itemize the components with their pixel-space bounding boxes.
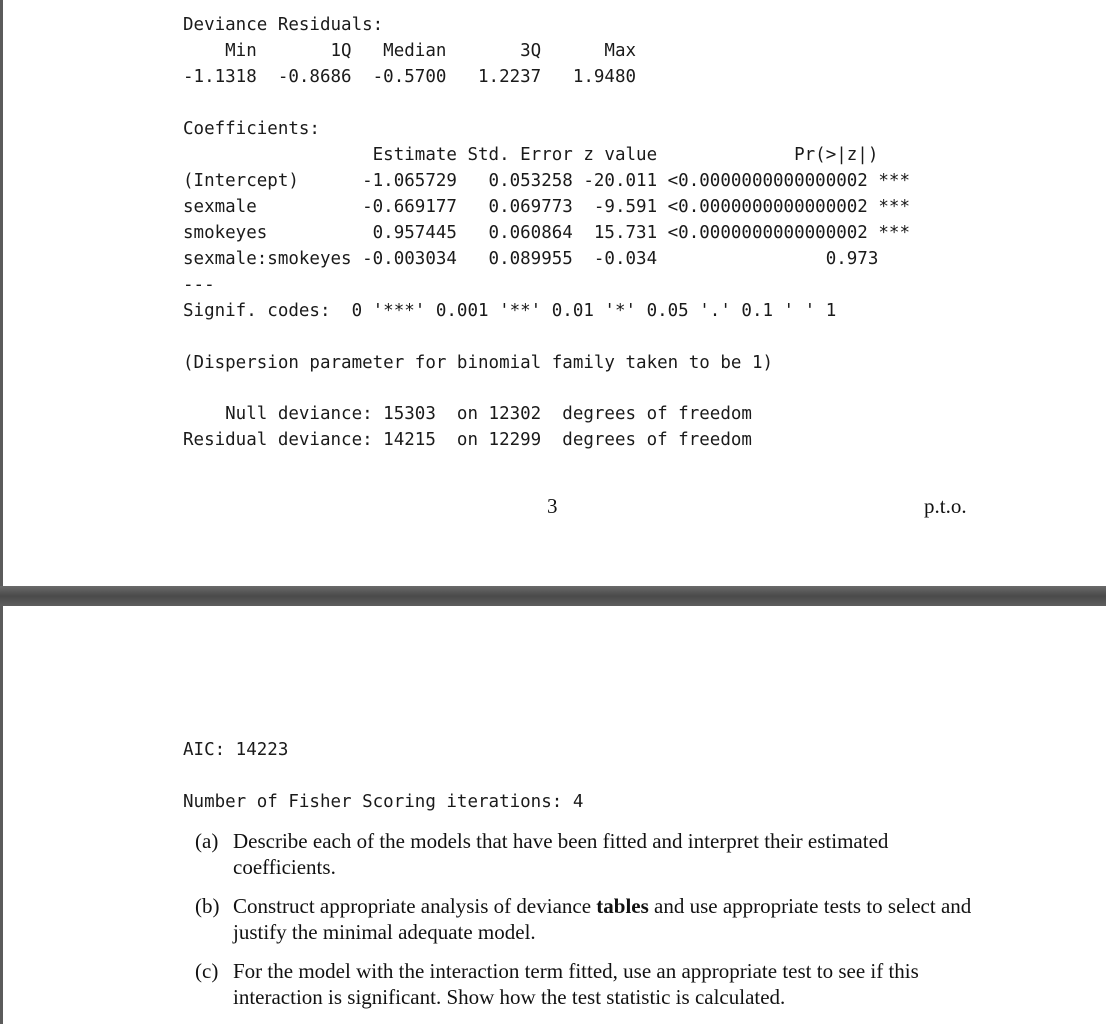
page-separator bbox=[0, 586, 1106, 606]
question-label: (a) bbox=[195, 829, 219, 853]
question-c bbox=[195, 958, 985, 1010]
question-text-bold: tables bbox=[596, 894, 649, 918]
question-text: Describe each of the models that have been fitted and interpret their estimated coefficients. bbox=[233, 829, 889, 879]
question-text-part: Construct appropriate analysis of deviance bbox=[233, 894, 597, 918]
aic-value: AIC: 14223 bbox=[183, 740, 289, 760]
please-turn-over: p.t.o. bbox=[924, 494, 967, 518]
fisher-iterations: Number of Fisher Scoring iterations: 4 bbox=[183, 792, 584, 812]
question-label: (b) bbox=[195, 894, 220, 918]
coefficients-title: Coefficients: bbox=[183, 119, 320, 139]
coefficient-row-smokeyes: smokeyes 0.957445 0.060864 15.731 <0.0000000000000002 *** bbox=[183, 223, 910, 243]
question-a bbox=[195, 828, 985, 880]
page-4 bbox=[3, 606, 1106, 1024]
question-text-part: and use appropriate tests to select and justify the minimal adequate model. bbox=[233, 894, 972, 944]
deviance-residuals-title: Deviance Residuals: bbox=[183, 15, 384, 35]
coefficient-row-sexmale: sexmale -0.669177 0.069773 -9.591 <0.0000000000000002 *** bbox=[183, 197, 910, 217]
page-3 bbox=[3, 0, 1106, 586]
question-b bbox=[195, 893, 985, 945]
residual-quantiles-header: Min 1Q Median 3Q Max bbox=[183, 41, 658, 61]
residual-quantiles-values: -1.1318 -0.8686 -0.5700 1.2237 1.9480 bbox=[183, 67, 658, 87]
residual-deviance: Residual deviance: 14215 on 12299 degrees of freedom bbox=[183, 430, 752, 450]
separator-line: --- bbox=[183, 275, 215, 295]
page-number: 3 bbox=[547, 494, 558, 518]
dispersion-note: (Dispersion parameter for binomial family taken to be 1) bbox=[183, 353, 774, 373]
coefficients-header: Estimate Std. Error z value Pr(>|z|) bbox=[183, 145, 921, 165]
question-label: (c) bbox=[195, 959, 219, 983]
signif-codes: Signif. codes: 0 '***' 0.001 '**' 0.01 '*' 0.05 '.' 0.1 ' ' 1 bbox=[183, 301, 837, 321]
coefficient-row-interaction: sexmale:smokeyes -0.003034 0.089955 -0.034 0.973 bbox=[183, 249, 921, 269]
question-text: For the model with the interaction term fitted, use an appropriate test to see if this interaction is significant. Show how the test statistic is calculated. bbox=[233, 959, 919, 1009]
null-deviance: Null deviance: 15303 on 12302 degrees of freedom bbox=[183, 404, 752, 424]
question-text bbox=[233, 893, 985, 945]
coefficient-row-intercept: (Intercept) -1.065729 0.053258 -20.011 <0.0000000000000002 *** bbox=[183, 171, 910, 191]
